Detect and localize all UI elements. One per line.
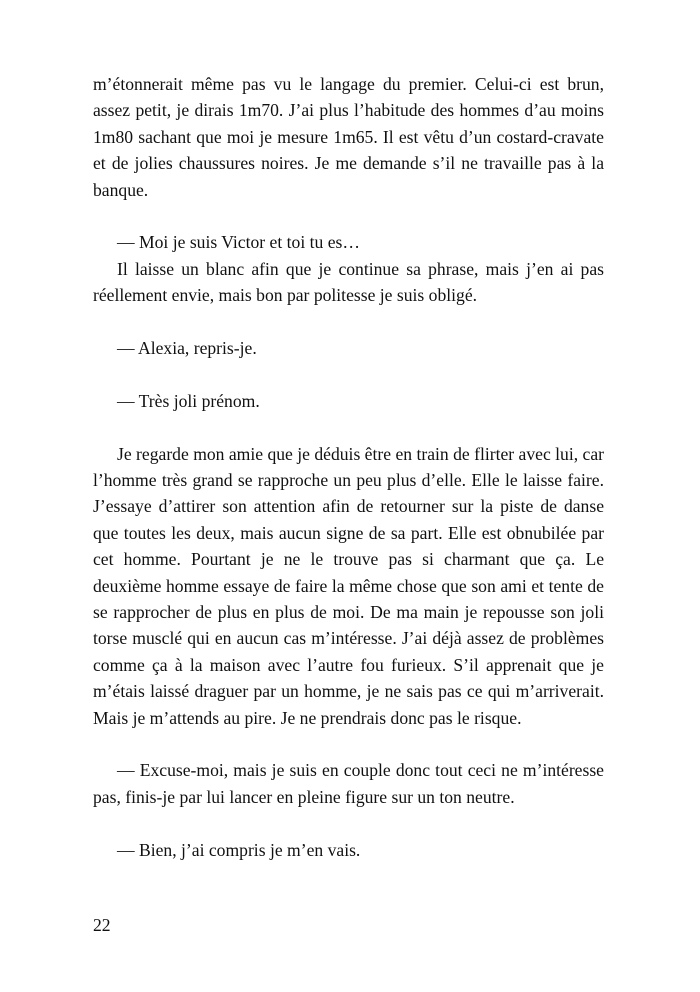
page-number: 22 — [93, 915, 111, 935]
paragraph-continuation: m’étonnerait même pas vu le langage du premier. Celui-ci est brun, assez petit, je dirais 1m70. J’ai plus l’habitude des hommes d’au moins 1m80 sachant que moi je mesure 1m65. Il est vêtu d’un costard-cravate et de jolies chaussures noires. Je me demande s’il ne travaille pas à la banque. — [93, 74, 604, 200]
dialogue-line-victor: — Moi je suis Victor et toi tu es… — [117, 232, 360, 253]
dialogue-line-alexia: — Alexia, repris-je. — [117, 338, 257, 359]
dialogue-line-compliment: — Très joli prénom. — [117, 390, 260, 411]
dialogue-line-leaving: — Bien, j’ai compris je m’en vais. — [117, 839, 361, 860]
paragraph-main: Je regarde mon amie que je déduis être en train de flirter avec lui, car l’homme très grand se rapproche un peu plus d’elle. Elle le laisse faire. J’essaye d’attirer son attention afin de retourner sur la piste de danse que toutes les deux, mais aucun signe de sa part. Elle est obnubilée par cet homme. Pourtant je ne le trouve pas si charmant que ça. Le deuxième homme essaye de faire la même chose que son ami et tente de se rapprocher de plus en plus de moi. De ma main je repousse son joli torse musclé qui en aucun cas m’intéresse. J’ai déjà assez de problèmes comme ça à la maison avec l’autre fou furieux. S’il apprenait que je m’étais laissé draguer par un homme, je ne sais pas ce qui m’arriverait. Mais je m’attends au pire. Je ne prendrais donc pas le risque. — [93, 443, 605, 728]
body-text — [93, 71, 604, 863]
dialogue-line-excuse: — Excuse-moi, mais je suis en couple donc tout ceci ne m’intéresse pas, finis-je par lui lancer en pleine figure sur un ton neutre. — [93, 760, 604, 807]
paragraph-narration: Il laisse un blanc afin que je continue sa phrase, mais j’en ai pas réellement envie, mais bon par politesse je suis obligé. — [93, 258, 604, 306]
